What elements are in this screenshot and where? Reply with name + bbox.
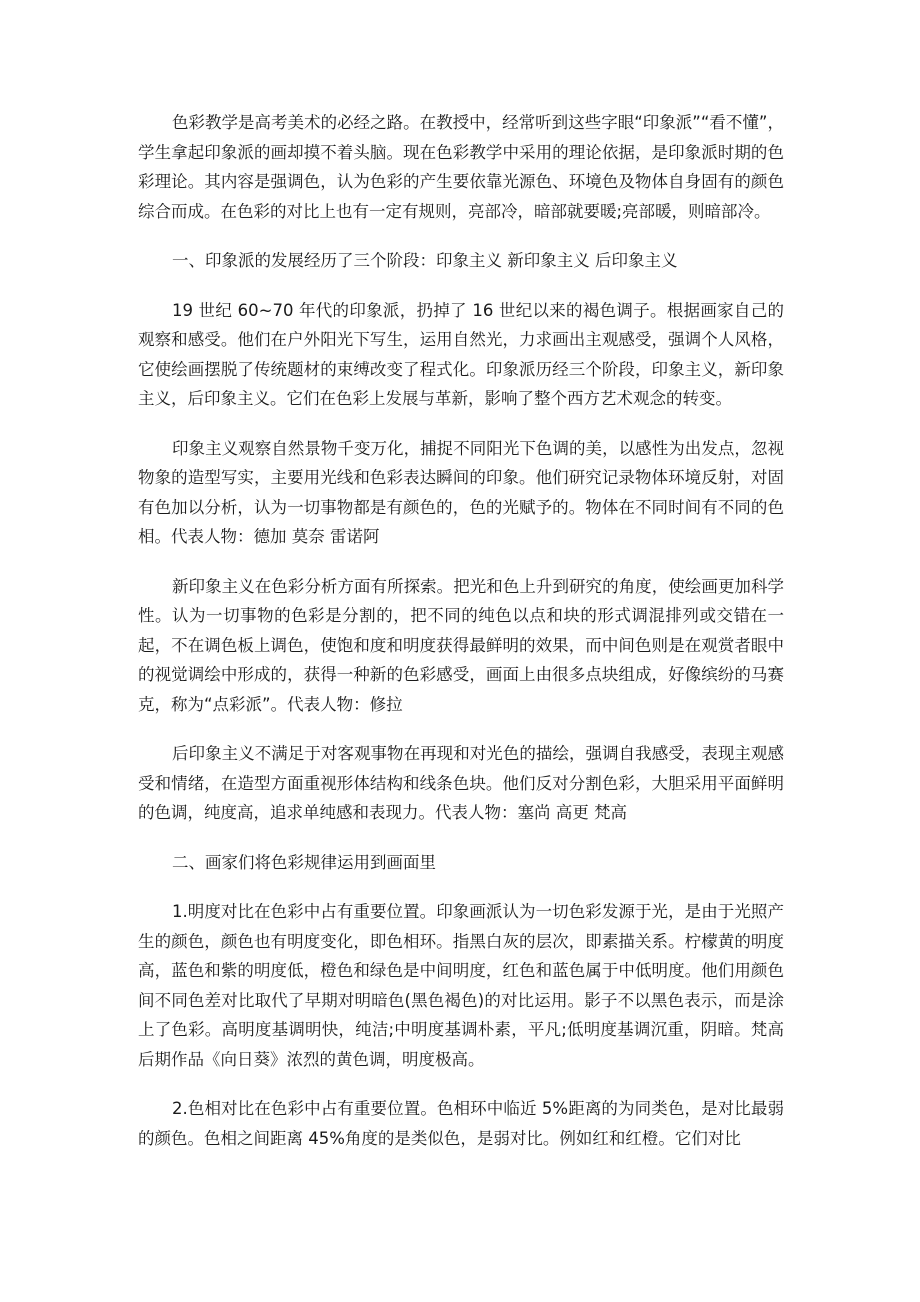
paragraph-impressionism: 印象主义观察自然景物千变万化，捕捉不同阳光下色调的美，以感性为出发点，忽视物象的造型写实，主要用光线和色彩表达瞬间的印象。他们研究记录物体环境反射，对固有色加以分析，认为一切事物都是有颜色的，色的光赋予的。物体在不同时间有不同的色相。代表人物：德加 莫奈 雷诺阿 <box>138 438 784 546</box>
paragraph-value-contrast: 1.明度对比在色彩中占有重要位置。印象画派认为一切色彩发源于光，是由于光照产生的颜色，颜色也有明度变化，即色相环。指黑白灰的层次，即素描关系。柠檬黄的明度高，蓝色和紫的明度低，橙色和绿色是中间明度，红色和蓝色属于中低明度。他们用颜色间不同色差对比取代了早期对明暗色(黑色褐色)的对比运用。影子不以黑色表示，而是涂上了色彩。高明度基调明快，纯洁;中明度基调朴素，平凡;低明度基调沉重，阴暗。梵高后期作品《向日葵》浓烈的黄色调，明度极高。 <box>138 902 784 1069</box>
paragraph-hue-contrast: 2.色相对比在色彩中占有重要位置。色相环中临近 5%距离的为同类色，是对比最弱的颜色。色相之间距离 45%角度的是类似色，是弱对比。例如红和红橙。它们对比 <box>138 1099 784 1148</box>
document-page <box>138 108 784 1173</box>
paragraph-intro: 色彩教学是高考美术的必经之路。在教授中，经常听到这些字眼“印象派”“看不懂”，学生拿起印象派的画却摸不着头脑。现在色彩教学中采用的理论依据，是印象派时期的色彩理论。其内容是强调色，认为色彩的产生要依靠光源色、环境色及物体自身固有的颜色综合而成。在色彩的对比上也有一定有规则，亮部冷，暗部就要暖;亮部暖，则暗部冷。 <box>138 113 784 221</box>
section-heading-1: 一、印象派的发展经历了三个阶段：印象主义 新印象主义 后印象主义 <box>172 251 678 270</box>
paragraph-post-impressionism: 后印象主义不满足于对客观事物在再现和对光色的描绘，强调自我感受，表现主观感受和情绪，在造型方面重视形体结构和线条色块。他们反对分割色彩，大胆采用平面鲜明的色调，纯度高，追求单纯感和表现力。代表人物：塞尚 高更 梵高 <box>138 744 784 822</box>
paragraph-neo-impressionism: 新印象主义在色彩分析方面有所探索。把光和色上升到研究的角度，使绘画更加科学性。认为一切事物的色彩是分割的，把不同的纯色以点和块的形式调混排列或交错在一起，不在调色板上调色，使饱和度和明度获得最鲜明的效果，而中间色则是在观赏者眼中的视觉调绘中形成的，获得一种新的色彩感受，画面上由很多点块组成，好像缤纷的马赛克，称为“点彩派”。代表人物：修拉 <box>138 576 784 714</box>
paragraph-impressionism-history: 19 世纪 60~70 年代的印象派，扔掉了 16 世纪以来的褐色调子。根据画家自己的观察和感受。他们在户外阳光下写生，运用自然光，力求画出主观感受，强调个人风格，它使绘画摆脱了传统题材的束缚改变了程式化。印象派历经三个阶段，印象主义，新印象主义，后印象主义。它们在色彩上发展与革新，影响了整个西方艺术观念的转变。 <box>138 300 784 408</box>
section-heading-2: 二、画家们将色彩规律运用到画面里 <box>172 852 436 872</box>
